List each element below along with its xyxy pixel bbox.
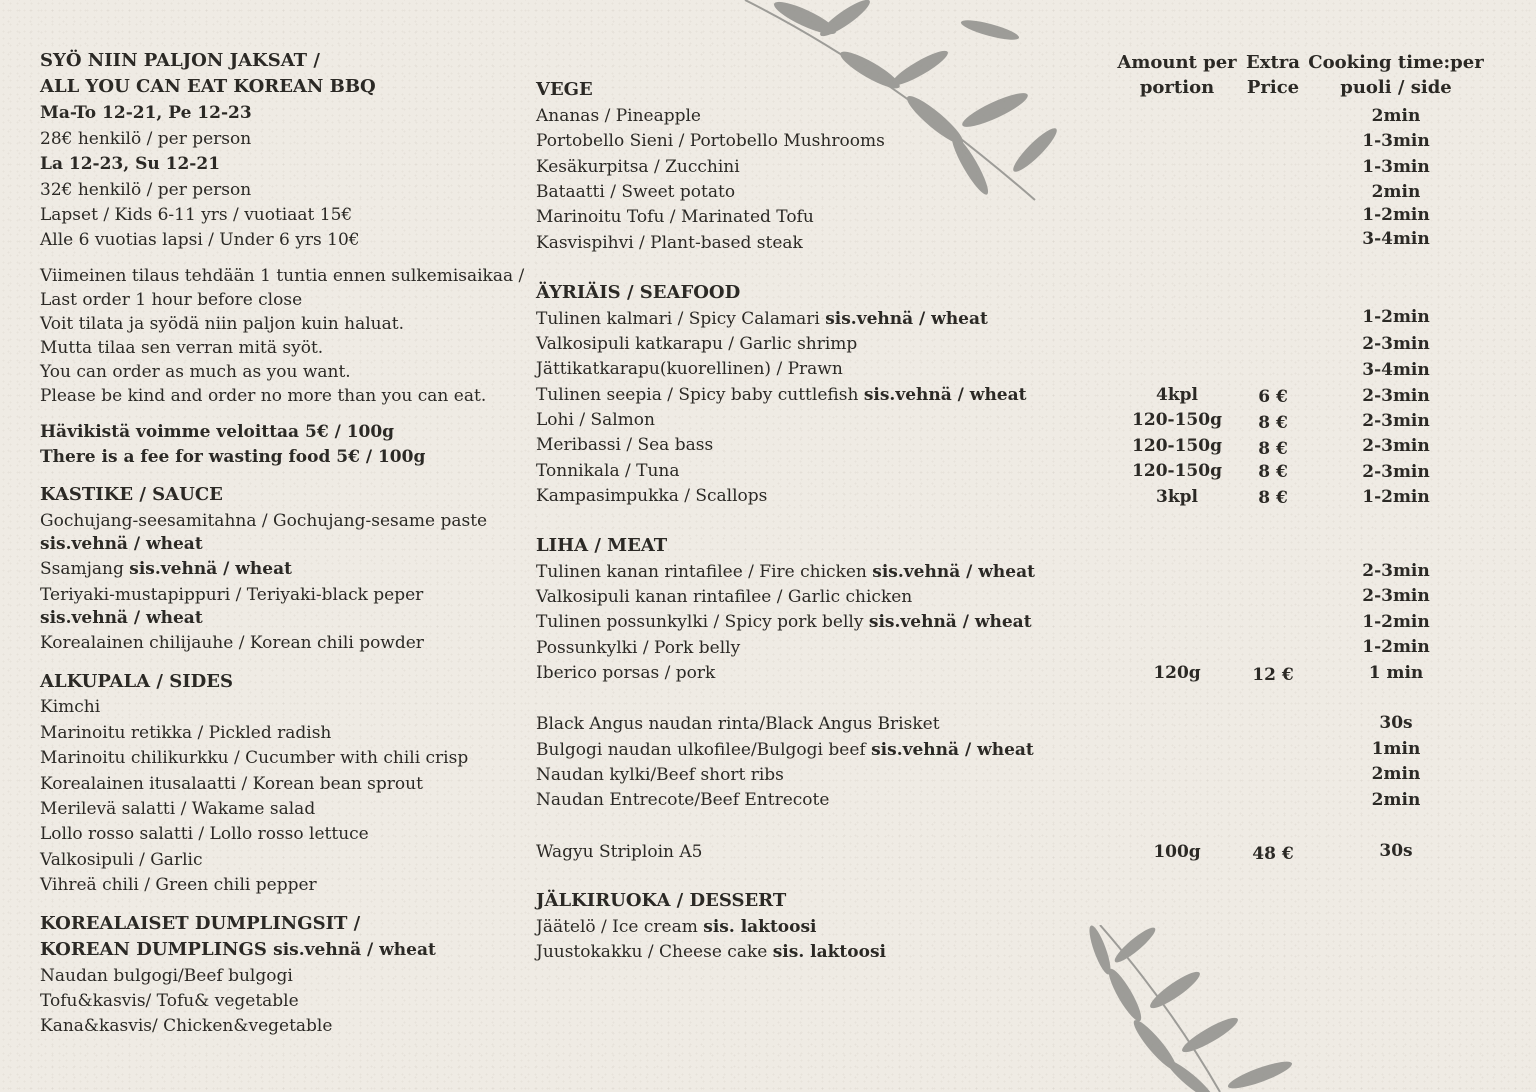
portion-amount: 120g <box>1153 663 1201 683</box>
leaf-branch-top-icon <box>735 0 1075 205</box>
cooking-time: 1-3min <box>1362 157 1430 177</box>
cooking-time: 1 min <box>1368 663 1424 683</box>
sauce-allergen: sis.vehnä / wheat <box>40 534 203 554</box>
col-extra-header: Extra <box>1246 52 1300 73</box>
extra-price: 12 € <box>1252 665 1294 685</box>
menu-item-name: Kasvispihvi / Plant-based steak <box>536 233 803 253</box>
cooking-time: 30s <box>1379 713 1413 733</box>
vege-title: VEGE <box>536 79 593 100</box>
cooking-time: 2-3min <box>1362 436 1430 456</box>
menu-item-name: Iberico porsas / pork <box>536 663 716 683</box>
side-item: Korealainen itusalaatti / Korean bean sprout <box>40 774 423 794</box>
portion-amount: 120-150g <box>1132 410 1222 430</box>
menu-item-name: Valkosipuli kanan rintafilee / Garlic chicken <box>536 587 913 607</box>
cooking-time: 3-4min <box>1362 360 1430 380</box>
menu-item-name: Jättikatkarapu(kuorellinen) / Prawn <box>536 359 843 379</box>
cooking-time: 1-2min <box>1362 637 1430 657</box>
cooking-time: 2min <box>1371 764 1421 784</box>
side-item: Marinoitu retikka / Pickled radish <box>40 723 332 743</box>
info-line: Please be kind and order no more than you can eat. <box>40 386 487 406</box>
info-line: Voit tilata ja syödä niin paljon kuin haluat. <box>40 314 404 334</box>
menu-item-text: Tulinen kalmari / Spicy Calamari <box>536 309 826 329</box>
col-amount-header: portion <box>1139 77 1215 98</box>
cooking-time: 2-3min <box>1362 586 1430 606</box>
extra-price: 8 € <box>1258 488 1288 508</box>
price-weekend: 32€ henkilö / per person <box>40 180 252 200</box>
menu-item-name: Kesäkurpitsa / Zucchini <box>536 157 740 177</box>
portion-amount: 100g <box>1153 842 1201 862</box>
hours-weekday: Ma-To 12-21, Pe 12-23 <box>40 103 252 123</box>
menu-item-name: Naudan kylki/Beef short ribs <box>536 765 784 785</box>
cooking-time: 30s <box>1379 841 1413 861</box>
col-cooking-header: puoli / side <box>1340 77 1452 98</box>
cooking-time: 1-2min <box>1362 205 1430 225</box>
seafood-title: ÄYRIÄIS / SEAFOOD <box>536 282 741 303</box>
dumplings-title-en <box>40 939 436 961</box>
info-line: Last order 1 hour before close <box>40 290 303 310</box>
menu-item-name <box>536 384 1026 406</box>
side-item: Valkosipuli / Garlic <box>40 850 203 870</box>
col-extra-header: Price <box>1246 77 1300 98</box>
allergen-tag: sis.vehnä / wheat <box>825 309 988 329</box>
portion-amount: 120-150g <box>1132 461 1222 481</box>
header-title-fi: SYÖ NIIN PALJON JAKSAT / <box>40 50 320 71</box>
dumplings-title-fi: KOREALAISET DUMPLINGSIT / <box>40 913 361 934</box>
sauce-allergen: sis.vehnä / wheat <box>40 608 203 628</box>
cooking-time: 1min <box>1371 739 1421 759</box>
cooking-time: 3-4min <box>1362 229 1430 249</box>
sauce-item: Gochujang-seesamitahna / Gochujang-sesame paste <box>40 511 488 531</box>
cooking-time: 1-2min <box>1362 307 1430 327</box>
menu-item-name: Valkosipuli katkarapu / Garlic shrimp <box>536 334 858 354</box>
dumplings-allergen: sis.vehnä / wheat <box>273 940 436 960</box>
cooking-time: 1-3min <box>1362 131 1430 151</box>
waste-fee-en: There is a fee for wasting food 5€ / 100g <box>40 447 426 467</box>
allergen-tag: sis.vehnä / wheat <box>868 612 1032 632</box>
extra-price: 8 € <box>1258 413 1288 433</box>
cooking-time: 2min <box>1371 106 1421 126</box>
allergen-tag: sis.vehnä / wheat <box>872 562 1035 582</box>
menu-item-name: Wagyu Striploin A5 <box>536 842 703 862</box>
side-item: Vihreä chili / Green chili pepper <box>40 875 317 895</box>
sauce-item-name: Ssamjang <box>40 559 130 579</box>
allergen-tag: sis. laktoosi <box>703 917 817 937</box>
menu-item-text: Tulinen seepia / Spicy baby cuttlefish <box>536 385 864 405</box>
portion-amount: 3kpl <box>1156 487 1198 507</box>
price-weekday: 28€ henkilö / per person <box>40 129 252 149</box>
sauce-item: Korealainen chilijauhe / Korean chili powder <box>40 633 424 653</box>
cooking-time: 2min <box>1371 790 1421 810</box>
info-line: Mutta tilaa sen verran mitä syöt. <box>40 338 324 358</box>
side-item: Marinoitu chilikurkku / Cucumber with chili crisp <box>40 748 469 768</box>
portion-amount: 120-150g <box>1132 436 1222 456</box>
menu-item-name: Ananas / Pineapple <box>536 106 701 126</box>
menu-item-text: Tulinen possunkylki / Spicy pork belly <box>536 612 869 632</box>
sauce-allergen: sis.vehnä / wheat <box>129 559 292 579</box>
menu-item-name: Tonnikala / Tuna <box>536 461 680 481</box>
menu-item-name: Portobello Sieni / Portobello Mushrooms <box>536 131 885 151</box>
sauce-item <box>40 558 292 580</box>
allergen-tag: sis.vehnä / wheat <box>863 385 1027 405</box>
menu-item-name: Bataatti / Sweet potato <box>536 182 736 202</box>
dumplings-title-text: KOREAN DUMPLINGS <box>40 939 274 960</box>
meat-title: LIHA / MEAT <box>536 535 668 556</box>
menu-item-name <box>536 308 988 330</box>
extra-price: 6 € <box>1258 387 1288 407</box>
side-item: Kimchi <box>40 697 101 717</box>
extra-price: 8 € <box>1258 462 1288 482</box>
price-under6: Alle 6 vuotias lapsi / Under 6 yrs 10€ <box>40 230 360 250</box>
cooking-time: 2-3min <box>1362 334 1430 354</box>
menu-item-name: Naudan Entrecote/Beef Entrecote <box>536 790 830 810</box>
menu-item-name <box>536 941 886 963</box>
menu-item-name: Meribassi / Sea bass <box>536 435 714 455</box>
cooking-time: 2-3min <box>1362 462 1430 482</box>
dumpling-item: Kana&kasvis/ Chicken&vegetable <box>40 1016 333 1036</box>
dumpling-item: Naudan bulgogi/Beef bulgogi <box>40 966 293 986</box>
menu-item-name: Marinoitu Tofu / Marinated Tofu <box>536 207 814 227</box>
sides-title: ALKUPALA / SIDES <box>40 671 233 692</box>
cooking-time: 1-2min <box>1362 487 1430 507</box>
allergen-tag: sis. laktoosi <box>772 942 886 962</box>
waste-fee-fi: Hävikistä voimme veloittaa 5€ / 100g <box>40 422 395 442</box>
sauce-item: Teriyaki-mustapippuri / Teriyaki-black peper <box>40 585 424 605</box>
menu-item-name <box>536 739 1034 761</box>
menu-item-text: Bulgogi naudan ulkofilee/Bulgogi beef <box>536 740 872 760</box>
menu-item-name <box>536 611 1032 633</box>
dessert-title: JÄLKIRUOKA / DESSERT <box>536 890 787 911</box>
menu-item-text: Jäätelö / Ice cream <box>536 917 704 937</box>
col-amount-header: Amount per <box>1117 52 1237 73</box>
cooking-time: 2min <box>1371 182 1421 202</box>
side-item: Lollo rosso salatti / Lollo rosso lettuce <box>40 824 369 844</box>
extra-price: 8 € <box>1258 439 1288 459</box>
menu-item-name: Black Angus naudan rinta/Black Angus Brisket <box>536 714 940 734</box>
menu-item-name: Possunkylki / Pork belly <box>536 638 741 658</box>
header-title-en: ALL YOU CAN EAT KOREAN BBQ <box>40 76 376 97</box>
hours-weekend: La 12-23, Su 12-21 <box>40 154 221 174</box>
col-cooking-header: Cooking time:per <box>1308 52 1484 73</box>
menu-item-name: Kampasimpukka / Scallops <box>536 486 768 506</box>
menu-item-name <box>536 561 1035 583</box>
menu-item-text: Tulinen kanan rintafilee / Fire chicken <box>536 562 873 582</box>
price-kids: Lapset / Kids 6-11 yrs / vuotiaat 15€ <box>40 205 353 225</box>
cooking-time: 1-2min <box>1362 612 1430 632</box>
menu-item-name: Lohi / Salmon <box>536 410 655 430</box>
info-line: Viimeinen tilaus tehdään 1 tuntia ennen sulkemisaikaa / <box>40 266 525 286</box>
menu-item-name <box>536 916 817 938</box>
allergen-tag: sis.vehnä / wheat <box>871 740 1034 760</box>
cooking-time: 2-3min <box>1362 561 1430 581</box>
info-line: You can order as much as you want. <box>40 362 351 382</box>
leaf-branch-bottom-icon <box>1060 925 1310 1092</box>
cooking-time: 2-3min <box>1362 411 1430 431</box>
cooking-time: 2-3min <box>1362 386 1430 406</box>
extra-price: 48 € <box>1252 844 1294 864</box>
dumpling-item: Tofu&kasvis/ Tofu& vegetable <box>40 991 299 1011</box>
portion-amount: 4kpl <box>1156 385 1198 405</box>
side-item: Merilevä salatti / Wakame salad <box>40 799 316 819</box>
menu-item-text: Juustokakku / Cheese cake <box>536 942 773 962</box>
sauce-title: KASTIKE / SAUCE <box>40 484 223 505</box>
